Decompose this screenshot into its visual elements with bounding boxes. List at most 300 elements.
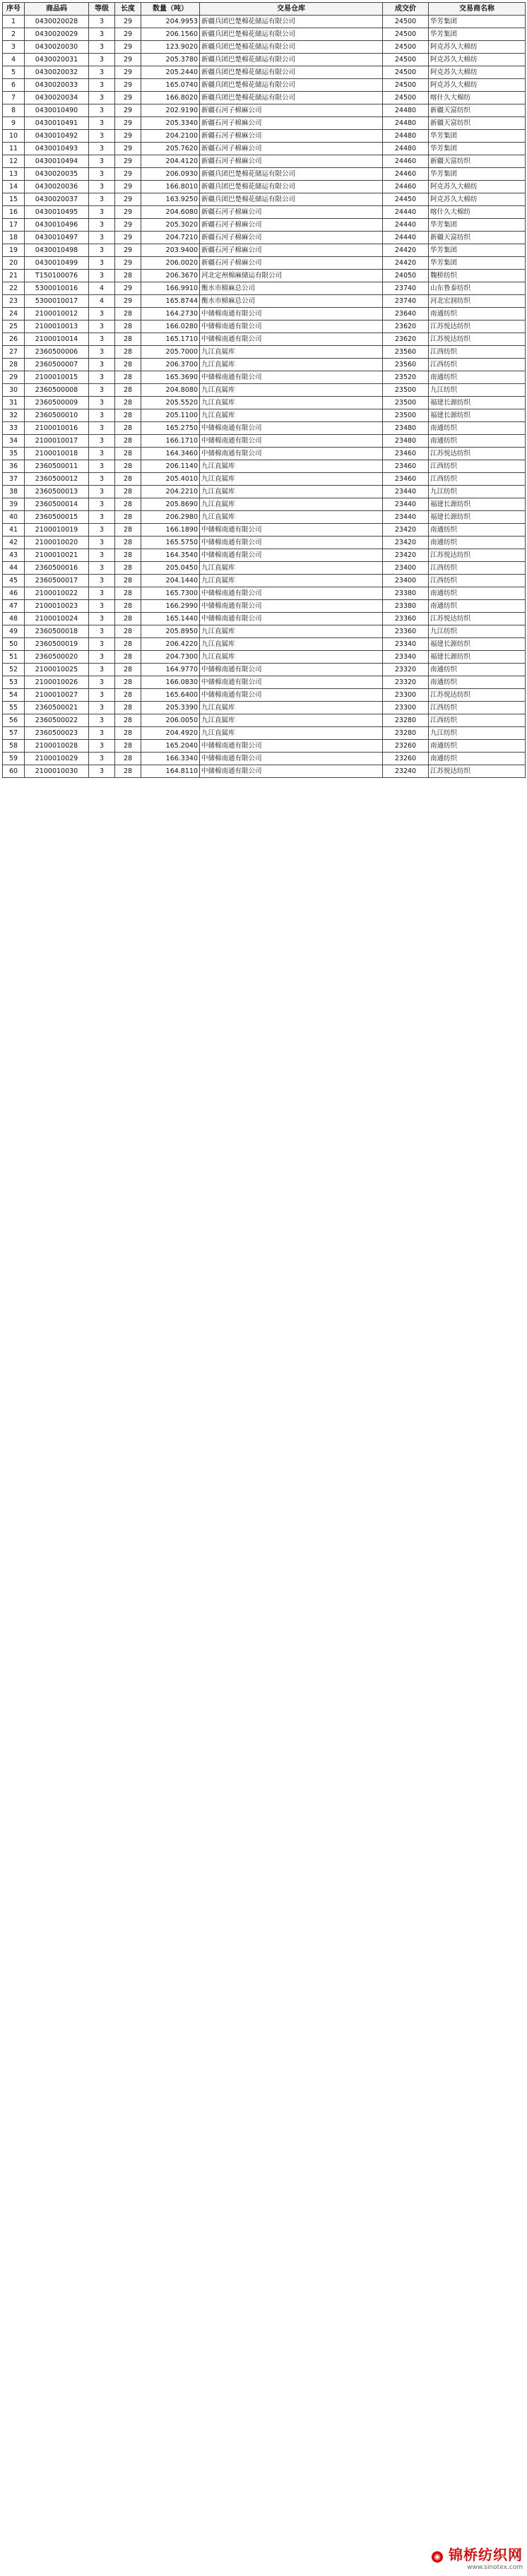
cell-quantity: 205.1100 xyxy=(141,409,200,422)
cell-index: 21 xyxy=(3,270,25,282)
cell-index: 39 xyxy=(3,498,25,511)
cell-trader: 江苏悦达纺织 xyxy=(429,765,526,778)
cell-length: 28 xyxy=(115,346,141,359)
cell-length: 29 xyxy=(115,117,141,130)
cell-length: 28 xyxy=(115,575,141,587)
cell-product-code: 0430020029 xyxy=(25,28,89,41)
cell-warehouse: 新疆石河子棉麻公司 xyxy=(200,219,383,232)
cell-trader: 九江纺织 xyxy=(429,727,526,740)
cell-index: 2 xyxy=(3,28,25,41)
cell-length: 28 xyxy=(115,409,141,422)
cell-length: 28 xyxy=(115,613,141,625)
cell-index: 11 xyxy=(3,143,25,155)
cell-product-code: 2100010018 xyxy=(25,448,89,460)
cell-grade: 3 xyxy=(89,193,115,206)
cell-index: 56 xyxy=(3,714,25,727)
cell-price: 23520 xyxy=(383,371,429,384)
cell-length: 29 xyxy=(115,92,141,104)
cell-quantity: 166.3340 xyxy=(141,753,200,765)
cell-product-code: 0430020031 xyxy=(25,54,89,66)
cell-warehouse: 中储棉南通有限公司 xyxy=(200,333,383,346)
cell-warehouse: 九江直属库 xyxy=(200,409,383,422)
cell-trader: 九江纺织 xyxy=(429,625,526,638)
cell-price: 24440 xyxy=(383,219,429,232)
header-price: 成交价 xyxy=(383,3,429,16)
cell-price: 23280 xyxy=(383,714,429,727)
table-row xyxy=(3,740,526,753)
table-row xyxy=(3,219,526,232)
cell-grade: 3 xyxy=(89,219,115,232)
cell-price: 24050 xyxy=(383,270,429,282)
table-row xyxy=(3,651,526,664)
cell-length: 29 xyxy=(115,66,141,79)
cell-quantity: 204.9953 xyxy=(141,16,200,28)
cell-index: 51 xyxy=(3,651,25,664)
cell-price: 24460 xyxy=(383,181,429,193)
cell-trader: 南通纺织 xyxy=(429,422,526,435)
cell-price: 23300 xyxy=(383,702,429,714)
cell-quantity: 206.0930 xyxy=(141,168,200,181)
cell-price: 23300 xyxy=(383,689,429,702)
table-row xyxy=(3,562,526,575)
cell-length: 29 xyxy=(115,16,141,28)
cell-product-code: 2360500007 xyxy=(25,359,89,371)
cell-price: 23420 xyxy=(383,524,429,537)
cell-warehouse: 九江直属库 xyxy=(200,562,383,575)
cell-price: 24480 xyxy=(383,130,429,143)
cell-length: 28 xyxy=(115,727,141,740)
cell-price: 23620 xyxy=(383,320,429,333)
cell-warehouse: 中储棉南通有限公司 xyxy=(200,587,383,600)
cell-index: 50 xyxy=(3,638,25,651)
cell-price: 23440 xyxy=(383,511,429,524)
cell-length: 28 xyxy=(115,460,141,473)
cell-trader: 阿克苏久大棉纺 xyxy=(429,41,526,54)
cell-grade: 3 xyxy=(89,232,115,244)
cell-quantity: 165.1710 xyxy=(141,333,200,346)
cell-price: 23320 xyxy=(383,676,429,689)
cell-grade: 3 xyxy=(89,613,115,625)
table-row xyxy=(3,473,526,486)
cell-quantity: 165.8744 xyxy=(141,295,200,308)
cell-index: 7 xyxy=(3,92,25,104)
cell-quantity: 166.0280 xyxy=(141,320,200,333)
cell-trader: 华芳集团 xyxy=(429,16,526,28)
cell-warehouse: 九江直属库 xyxy=(200,397,383,409)
cell-trader: 南通纺织 xyxy=(429,308,526,320)
table-row xyxy=(3,587,526,600)
cell-product-code: 0430020033 xyxy=(25,79,89,92)
cell-price: 23380 xyxy=(383,600,429,613)
cell-warehouse: 新疆兵团巴楚棉花储运有限公司 xyxy=(200,66,383,79)
cell-warehouse: 中储棉南通有限公司 xyxy=(200,371,383,384)
cell-grade: 3 xyxy=(89,257,115,270)
cell-warehouse: 新疆兵团巴楚棉花储运有限公司 xyxy=(200,168,383,181)
table-row xyxy=(3,765,526,778)
cell-index: 20 xyxy=(3,257,25,270)
cell-grade: 3 xyxy=(89,448,115,460)
cell-trader: 山东鲁泰纺织 xyxy=(429,282,526,295)
cell-index: 17 xyxy=(3,219,25,232)
cell-index: 38 xyxy=(3,486,25,498)
cell-length: 29 xyxy=(115,295,141,308)
cell-product-code: 2360500023 xyxy=(25,727,89,740)
cell-length: 28 xyxy=(115,397,141,409)
cell-product-code: 2360500011 xyxy=(25,460,89,473)
cell-quantity: 204.7300 xyxy=(141,651,200,664)
cell-grade: 3 xyxy=(89,587,115,600)
cell-warehouse: 九江直属库 xyxy=(200,346,383,359)
cell-index: 12 xyxy=(3,155,25,168)
cell-grade: 4 xyxy=(89,295,115,308)
cell-grade: 3 xyxy=(89,346,115,359)
table-row xyxy=(3,397,526,409)
cell-length: 29 xyxy=(115,143,141,155)
table-row xyxy=(3,549,526,562)
table-row xyxy=(3,600,526,613)
cell-trader: 新疆天富纺织 xyxy=(429,155,526,168)
cell-product-code: 0430020035 xyxy=(25,168,89,181)
cell-price: 24500 xyxy=(383,66,429,79)
cell-warehouse: 新疆兵团巴楚棉花储运有限公司 xyxy=(200,193,383,206)
header-length: 长度 xyxy=(115,3,141,16)
cell-price: 23360 xyxy=(383,613,429,625)
cell-grade: 3 xyxy=(89,638,115,651)
table-row xyxy=(3,193,526,206)
cell-quantity: 165.3690 xyxy=(141,371,200,384)
cell-price: 23380 xyxy=(383,587,429,600)
cell-warehouse: 九江直属库 xyxy=(200,638,383,651)
cell-trader: 华芳集团 xyxy=(429,257,526,270)
cell-warehouse: 九江直属库 xyxy=(200,384,383,397)
cell-price: 23420 xyxy=(383,549,429,562)
cell-index: 5 xyxy=(3,66,25,79)
cell-trader: 江苏悦达纺织 xyxy=(429,549,526,562)
cell-length: 29 xyxy=(115,206,141,219)
cell-trader: 阿克苏久大棉纺 xyxy=(429,181,526,193)
cell-trader: 九江纺织 xyxy=(429,384,526,397)
cell-product-code: 0430020028 xyxy=(25,16,89,28)
cell-product-code: 0430020030 xyxy=(25,41,89,54)
cell-warehouse: 新疆石河子棉麻公司 xyxy=(200,104,383,117)
cell-quantity: 165.6400 xyxy=(141,689,200,702)
cell-quantity: 166.1710 xyxy=(141,435,200,448)
cell-quantity: 205.0450 xyxy=(141,562,200,575)
cell-quantity: 205.3020 xyxy=(141,219,200,232)
cell-grade: 3 xyxy=(89,143,115,155)
cell-quantity: 206.4220 xyxy=(141,638,200,651)
cell-quantity: 165.1440 xyxy=(141,613,200,625)
table-row xyxy=(3,702,526,714)
cell-trader: 华芳集团 xyxy=(429,143,526,155)
cell-trader: 河北宏润纺织 xyxy=(429,295,526,308)
cell-trader: 江苏悦达纺织 xyxy=(429,333,526,346)
cell-price: 23400 xyxy=(383,562,429,575)
cell-grade: 3 xyxy=(89,714,115,727)
cell-product-code: 2100010019 xyxy=(25,524,89,537)
cell-index: 33 xyxy=(3,422,25,435)
cell-quantity: 164.8110 xyxy=(141,765,200,778)
table-row xyxy=(3,104,526,117)
table-row xyxy=(3,422,526,435)
cell-product-code: 5300010016 xyxy=(25,282,89,295)
cell-trader: 江西纺织 xyxy=(429,702,526,714)
cell-warehouse: 新疆兵团巴楚棉花储运有限公司 xyxy=(200,92,383,104)
cell-length: 28 xyxy=(115,664,141,676)
cell-quantity: 164.2730 xyxy=(141,308,200,320)
cell-price: 23620 xyxy=(383,333,429,346)
cell-price: 24440 xyxy=(383,206,429,219)
cell-trader: 江苏悦达纺织 xyxy=(429,320,526,333)
cell-index: 60 xyxy=(3,765,25,778)
cell-quantity: 203.9400 xyxy=(141,244,200,257)
cell-price: 23440 xyxy=(383,498,429,511)
cell-length: 28 xyxy=(115,448,141,460)
table-row xyxy=(3,117,526,130)
cell-grade: 3 xyxy=(89,308,115,320)
cell-grade: 3 xyxy=(89,244,115,257)
table-row xyxy=(3,257,526,270)
cell-grade: 3 xyxy=(89,753,115,765)
cell-product-code: 2360500013 xyxy=(25,486,89,498)
cell-length: 28 xyxy=(115,435,141,448)
cell-trader: 福建长源纺织 xyxy=(429,511,526,524)
cell-grade: 3 xyxy=(89,727,115,740)
cell-product-code: 2100010027 xyxy=(25,689,89,702)
cell-warehouse: 中储棉南通有限公司 xyxy=(200,740,383,753)
table-row xyxy=(3,295,526,308)
cell-quantity: 164.3460 xyxy=(141,448,200,460)
cell-quantity: 166.9910 xyxy=(141,282,200,295)
cell-warehouse: 中储棉南通有限公司 xyxy=(200,600,383,613)
cell-price: 24480 xyxy=(383,143,429,155)
cell-index: 48 xyxy=(3,613,25,625)
table-row xyxy=(3,168,526,181)
cell-trader: 福建长源纺织 xyxy=(429,397,526,409)
cell-index: 46 xyxy=(3,587,25,600)
cell-trader: 喀什久大棉纺 xyxy=(429,92,526,104)
cell-price: 23740 xyxy=(383,295,429,308)
cell-length: 28 xyxy=(115,473,141,486)
cell-price: 23360 xyxy=(383,625,429,638)
table-row xyxy=(3,28,526,41)
cell-length: 28 xyxy=(115,384,141,397)
cell-trader: 南通纺织 xyxy=(429,753,526,765)
cell-grade: 3 xyxy=(89,524,115,537)
cell-warehouse: 新疆兵团巴楚棉花储运有限公司 xyxy=(200,16,383,28)
cell-product-code: 0430020037 xyxy=(25,193,89,206)
cell-index: 44 xyxy=(3,562,25,575)
cell-quantity: 204.4120 xyxy=(141,155,200,168)
cell-quantity: 164.9770 xyxy=(141,664,200,676)
cell-warehouse: 中储棉南通有限公司 xyxy=(200,448,383,460)
table-row xyxy=(3,409,526,422)
cell-trader: 新疆天富纺织 xyxy=(429,104,526,117)
cell-length: 29 xyxy=(115,257,141,270)
cell-index: 6 xyxy=(3,79,25,92)
cell-quantity: 165.2750 xyxy=(141,422,200,435)
cell-warehouse: 新疆兵团巴楚棉花储运有限公司 xyxy=(200,181,383,193)
cell-index: 10 xyxy=(3,130,25,143)
cell-warehouse: 新疆石河子棉麻公司 xyxy=(200,206,383,219)
cell-quantity: 166.1890 xyxy=(141,524,200,537)
cell-product-code: 5300010017 xyxy=(25,295,89,308)
cell-trader: 南通纺织 xyxy=(429,371,526,384)
cell-quantity: 205.7620 xyxy=(141,143,200,155)
cell-warehouse: 新疆石河子棉麻公司 xyxy=(200,143,383,155)
cell-product-code: 2100010020 xyxy=(25,537,89,549)
cell-length: 28 xyxy=(115,689,141,702)
cell-price: 24420 xyxy=(383,244,429,257)
cell-index: 25 xyxy=(3,320,25,333)
cell-warehouse: 新疆兵团巴楚棉花储运有限公司 xyxy=(200,28,383,41)
cell-grade: 3 xyxy=(89,54,115,66)
cell-product-code: 2360500014 xyxy=(25,498,89,511)
table-row xyxy=(3,460,526,473)
cell-warehouse: 中储棉南通有限公司 xyxy=(200,549,383,562)
cell-product-code: 0430010497 xyxy=(25,232,89,244)
cell-warehouse: 中储棉南通有限公司 xyxy=(200,524,383,537)
table-row xyxy=(3,575,526,587)
cell-trader: 华芳集团 xyxy=(429,130,526,143)
cell-product-code: 0430010498 xyxy=(25,244,89,257)
cell-trader: 江苏悦达纺织 xyxy=(429,689,526,702)
cell-trader: 魏桥纺织 xyxy=(429,270,526,282)
cell-index: 29 xyxy=(3,371,25,384)
cell-grade: 3 xyxy=(89,600,115,613)
cell-price: 23340 xyxy=(383,651,429,664)
cell-product-code: 2360500016 xyxy=(25,562,89,575)
cell-length: 28 xyxy=(115,562,141,575)
cell-product-code: 2360500006 xyxy=(25,346,89,359)
cell-warehouse: 衡水市棉麻总公司 xyxy=(200,295,383,308)
cell-product-code: 0430010499 xyxy=(25,257,89,270)
cell-grade: 3 xyxy=(89,16,115,28)
cell-length: 28 xyxy=(115,740,141,753)
cell-length: 28 xyxy=(115,537,141,549)
cell-grade: 3 xyxy=(89,422,115,435)
cell-warehouse: 九江直属库 xyxy=(200,498,383,511)
cell-warehouse: 九江直属库 xyxy=(200,702,383,714)
cell-trader: 华芳集团 xyxy=(429,244,526,257)
cell-length: 28 xyxy=(115,333,141,346)
cell-trader: 南通纺织 xyxy=(429,587,526,600)
cell-length: 28 xyxy=(115,359,141,371)
cell-warehouse: 九江直属库 xyxy=(200,473,383,486)
cell-grade: 3 xyxy=(89,498,115,511)
table-row xyxy=(3,384,526,397)
cell-quantity: 205.2440 xyxy=(141,66,200,79)
table-row xyxy=(3,244,526,257)
cell-grade: 3 xyxy=(89,181,115,193)
cell-index: 45 xyxy=(3,575,25,587)
table-row xyxy=(3,448,526,460)
cell-length: 28 xyxy=(115,511,141,524)
table-row xyxy=(3,359,526,371)
cell-product-code: 2360500022 xyxy=(25,714,89,727)
cell-length: 28 xyxy=(115,625,141,638)
cell-warehouse: 河北定州棉麻储运有限公司 xyxy=(200,270,383,282)
cell-product-code: 2100010026 xyxy=(25,676,89,689)
cell-quantity: 165.0740 xyxy=(141,79,200,92)
cell-trader: 新疆天富纺织 xyxy=(429,117,526,130)
cell-index: 15 xyxy=(3,193,25,206)
cell-index: 13 xyxy=(3,168,25,181)
cell-grade: 3 xyxy=(89,486,115,498)
cell-grade: 3 xyxy=(89,702,115,714)
cell-trader: 华芳集团 xyxy=(429,28,526,41)
cell-product-code: 2360500017 xyxy=(25,575,89,587)
cell-grade: 3 xyxy=(89,320,115,333)
cell-product-code: 2360500021 xyxy=(25,702,89,714)
cell-warehouse: 衡水市棉麻总公司 xyxy=(200,282,383,295)
cell-grade: 3 xyxy=(89,79,115,92)
cell-grade: 3 xyxy=(89,104,115,117)
cell-grade: 3 xyxy=(89,473,115,486)
cell-price: 23240 xyxy=(383,765,429,778)
cell-price: 23260 xyxy=(383,740,429,753)
cell-length: 28 xyxy=(115,587,141,600)
table-row xyxy=(3,676,526,689)
cell-warehouse: 新疆兵团巴楚棉花储运有限公司 xyxy=(200,41,383,54)
cell-grade: 3 xyxy=(89,676,115,689)
cell-trader: 南通纺织 xyxy=(429,524,526,537)
cell-quantity: 206.1560 xyxy=(141,28,200,41)
cell-index: 8 xyxy=(3,104,25,117)
cell-trader: 福建长源纺织 xyxy=(429,409,526,422)
table-row xyxy=(3,320,526,333)
cell-grade: 3 xyxy=(89,740,115,753)
cell-length: 29 xyxy=(115,104,141,117)
cell-quantity: 166.0830 xyxy=(141,676,200,689)
cell-product-code: 2360500015 xyxy=(25,511,89,524)
cell-quantity: 205.4010 xyxy=(141,473,200,486)
cell-length: 28 xyxy=(115,270,141,282)
cell-index: 49 xyxy=(3,625,25,638)
table-row xyxy=(3,270,526,282)
cell-price: 23460 xyxy=(383,473,429,486)
cell-quantity: 123.9020 xyxy=(141,41,200,54)
cell-quantity: 206.0050 xyxy=(141,714,200,727)
cell-index: 26 xyxy=(3,333,25,346)
cell-quantity: 205.5520 xyxy=(141,397,200,409)
cell-quantity: 206.3700 xyxy=(141,359,200,371)
cell-grade: 3 xyxy=(89,371,115,384)
cell-length: 28 xyxy=(115,702,141,714)
cell-index: 52 xyxy=(3,664,25,676)
table-body xyxy=(3,16,526,778)
cell-product-code: 2100010017 xyxy=(25,435,89,448)
cell-trader: 福建长源纺织 xyxy=(429,638,526,651)
cell-length: 28 xyxy=(115,765,141,778)
cell-length: 28 xyxy=(115,320,141,333)
cell-price: 23500 xyxy=(383,409,429,422)
cell-warehouse: 九江直属库 xyxy=(200,460,383,473)
table-row xyxy=(3,511,526,524)
cell-price: 23560 xyxy=(383,346,429,359)
cell-grade: 3 xyxy=(89,333,115,346)
table-row xyxy=(3,333,526,346)
cell-warehouse: 九江直属库 xyxy=(200,359,383,371)
cell-warehouse: 中储棉南通有限公司 xyxy=(200,308,383,320)
cell-quantity: 166.2990 xyxy=(141,600,200,613)
cell-price: 23340 xyxy=(383,638,429,651)
cell-index: 58 xyxy=(3,740,25,753)
cell-index: 59 xyxy=(3,753,25,765)
cell-index: 31 xyxy=(3,397,25,409)
cell-grade: 3 xyxy=(89,575,115,587)
table-row xyxy=(3,537,526,549)
